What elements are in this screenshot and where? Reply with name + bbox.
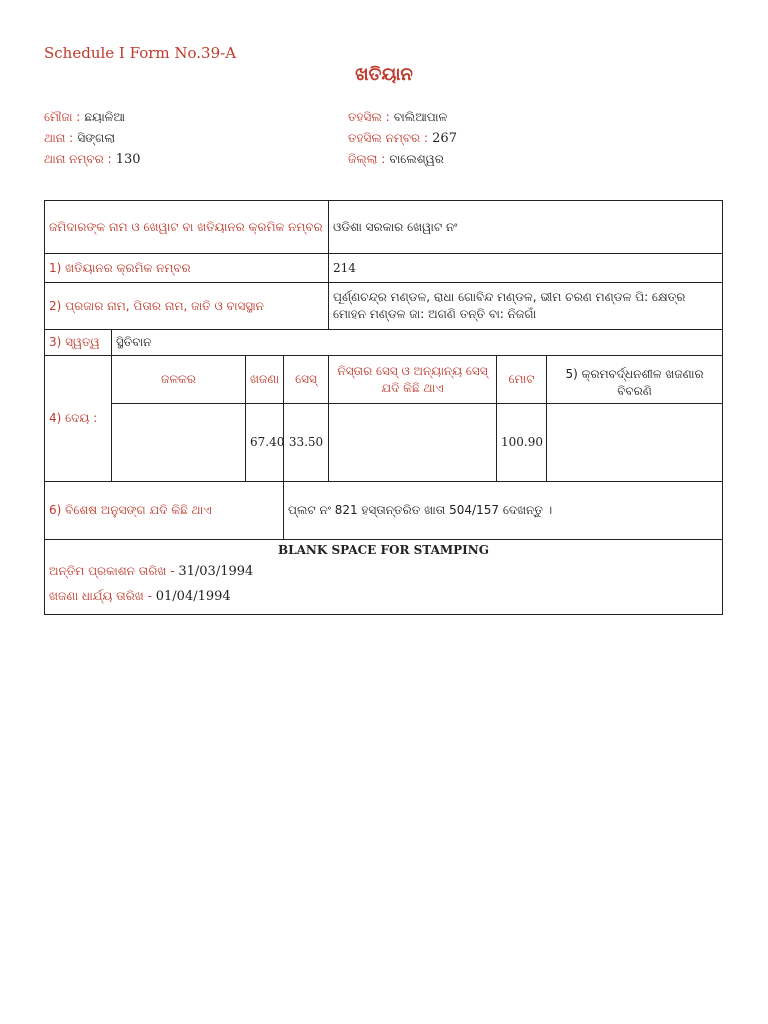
mouja-label: ମୌଜା : [44,110,81,124]
khatiyan-no-row [45,254,723,283]
final-publication-line [49,559,718,584]
cess-value: 33.50 [284,404,329,482]
stamp-heading: BLANK SPACE FOR STAMPING [278,543,490,557]
final-publication-date: 31/03/1994 [178,564,254,579]
zamindar-label: ଜମିଦାରଙ୍କ ନାମ ଓ ଖେୱାଟ ବା ଖତିୟାନର କ୍ରମିକ ନମ୍ବର [45,201,329,254]
total-value: 100.90 [497,404,547,482]
tahasil-row [348,107,457,128]
thana-no-value: 130 [115,152,141,167]
khatiyan-no-value: 214 [329,254,723,283]
mouja-row [44,107,141,128]
rent-value: 67.40 [246,404,284,482]
dues-label: 4) ଦେୟ : [45,356,112,482]
final-publication-label: ଅନ୍ତିମ ପ୍ରକାଶନ ତାରିଖ - [49,564,175,578]
stamp-area [45,540,723,615]
other-cess-header: ନିସ୍ତାର ସେସ୍ ଓ ଅନ୍ୟାନ୍ୟ ସେସ୍ ଯଦି କିଛି ଥାଏ [329,356,497,404]
khatiyan-table [44,200,723,615]
zamindar-row [45,201,723,254]
thana-no-row [44,149,141,170]
thana-value: ସିଙ୍ଗଲା [77,131,115,145]
thana-row [44,128,141,149]
rent-header: ଖଜଣା [246,356,284,404]
special-label: 6) ବିଶେଷ ଅନୁସଙ୍ଗ ଯଦି କିଛି ଥାଏ [45,482,284,540]
special-row [45,482,723,540]
khatiyan-no-label: 1) ଖତିୟାନର କ୍ରମିକ ନମ୍ବର [45,254,329,283]
mouja-value: ଛୟାଳିଆ [84,110,125,124]
thana-label: ଥାନା : [44,131,74,145]
tenant-row [45,283,723,330]
tahasil-no-value: 267 [432,131,457,146]
water-tax-value [112,404,246,482]
rent-fixation-date: 01/04/1994 [155,589,231,604]
form-number: Schedule I Form No.39-A [44,44,237,62]
progressive-rent-header: 5) କ୍ରମବର୍ଦ୍ଧନଶୀଳ ଖଜଣାର ବିବରଣି [547,356,723,404]
rent-fixation-line [49,584,718,609]
right-row [45,330,723,356]
progressive-rent-value [547,404,723,482]
rent-fixation-label: ଖଜଣା ଧାର୍ଯ୍ୟ ତାରିଖ - [49,589,152,603]
dues-values-row [45,404,723,482]
tenant-label: 2) ପ୍ରଜାର ନାମ, ପିତାର ନାମ, ଜାତି ଓ ବାସସ୍ଥାନ [45,283,329,330]
dues-header-row [45,356,723,404]
thana-no-label: ଥାନା ନମ୍ବର : [44,152,112,166]
tahasil-label: ତହସିଲ : [348,110,390,124]
stamp-row [45,540,723,615]
tahasil-value: ବାଲିଆପାଳ [393,110,448,124]
tahasil-no-row [348,128,457,149]
meta-right [348,107,457,170]
total-header: ମୋଟ [497,356,547,404]
water-tax-header: ଜଳକର [112,356,246,404]
other-cess-value [329,404,497,482]
cess-header: ସେସ୍ [284,356,329,404]
zamindar-value: ଓଡିଶା ସରକାର ଖେୱାଟ ନଂ [329,201,723,254]
right-value: ସ୍ଥିତିବାନ [112,330,723,356]
district-value: ବାଲେଶ୍ୱର [389,152,444,166]
tahasil-no-label: ତହସିଲ ନମ୍ବର : [348,131,429,145]
right-label: 3) ସ୍ୱତ୍ୱ [45,330,112,356]
document-title: ଖତିୟାନ [355,64,413,85]
tenant-value: ପୂର୍ଣ୍ଣଚନ୍ଦ୍ର ମଣ୍ଡଳ, ରାଧା ଗୋବିନ୍ଦ ମଣ୍ଡଳ, ଭୀମ ଚରଣ ମଣ୍ଡଳ ପି: କ୍ଷେତ୍ର ମୋହନ ମଣ୍ଡଳ ଜା: ଅଗଣି ତନ୍ତି ବା: ନିଜଗାଁ [329,283,723,330]
special-value: ପ୍ଲଟ ନଂ 821 ହସ୍ତାନ୍ତରିତ ଖାତା 504/157 ଦେଖନ୍ତୁ । [284,482,723,540]
meta-left [44,107,141,170]
district-row [348,149,457,170]
district-label: ଜିଲ୍ଲା : [348,152,386,166]
